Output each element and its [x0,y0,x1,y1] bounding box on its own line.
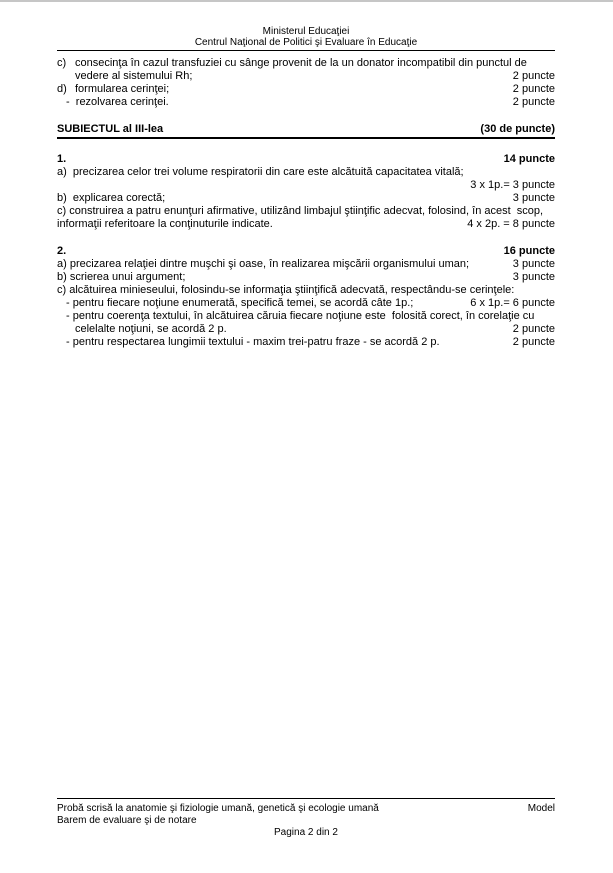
item-d-line [57,83,555,96]
window-top-edge [0,0,613,2]
document-header [57,26,555,51]
footer-doc-type: Barem de evaluare şi de notare [57,815,197,826]
q2-c3-text: - pentru respectarea lungimii textului - maxim trei-patru fraze - se acordă 2 p. [66,336,440,348]
q1-item-a-points-row [57,179,555,192]
q2-b-text: b) scrierea unui argument; [57,271,186,283]
subject3-title: SUBIECTUL al III-lea [57,123,164,135]
item-d-text: formularea cerinţei; [75,83,170,95]
q2-item-c3 [57,336,555,349]
footer-exam-title: Probă scrisă la anatomie şi fiziologie umană, genetică şi ecologie umană [57,803,379,814]
q2-c2-text1: - pentru coerenţa textului, în alcătuirea căruia fiecare noţiune este folosită corect, în corelaţie cu [66,310,535,322]
q1-points: 14 puncte [503,153,555,165]
q2-number-row [57,245,555,258]
header-ministry: Ministerul Educaţiei [262,26,350,37]
q2-a-text: a) precizarea relaţiei dintre muşchi şi oase, în realizarea mişcării organismului uman; [57,258,470,270]
q2-item-b [57,271,555,284]
q1-item-c-line1 [57,205,555,218]
q2-c1-points: 6 x 1p.= 6 puncte [470,297,555,309]
q1-c-text2: informaţii referitoare la conţinuturile indicate. [57,218,273,230]
item-d-label: d) [57,83,67,95]
q2-points: 16 puncte [503,245,555,257]
q2-c2-points: 2 puncte [512,323,555,335]
footer-doctype-row [57,815,555,827]
document-body [57,57,555,349]
q2-b-points: 3 puncte [512,271,555,283]
footer-model-label: Model [527,803,555,814]
item-c-text: consecinţa în cazul transfuziei cu sânge provenit de la un donator incompatibil din punctul de [75,57,527,69]
q1-a-points: 3 x 1p.= 3 puncte [470,179,555,191]
q2-item-c2-line2 [57,323,555,336]
footer-exam-row [57,803,555,815]
q1-item-a [57,166,555,179]
q1-b-points: 3 puncte [512,192,555,204]
item-c-text2: vedere al sistemului Rh; [75,70,193,82]
q2-item-c2-line1 [57,310,555,323]
q2-c3-points: 2 puncte [512,336,555,348]
document-footer [57,798,555,839]
q2-item-c [57,284,555,297]
subject3-heading [57,123,555,139]
q2-c1-text: - pentru fiecare noţiune enumerată, specifică temei, se acordă câte 1p.; [66,297,414,309]
q1-c-points: 4 x 2p. = 8 puncte [467,218,555,230]
q2-number: 2. [57,245,67,257]
item-dash-text: - rezolvarea cerinţei. [66,96,169,108]
item-c-label: c) [57,57,67,69]
item-d-points: 2 puncte [512,83,555,95]
item-dash-points: 2 puncte [512,96,555,108]
q2-c2-text2: celelalte noţiuni, se acordă 2 p. [75,323,227,335]
q2-c-text: c) alcătuirea minieseului, folosindu-se informaţia ştiinţifică adecvată, respectându-se cerinţele: [57,284,515,296]
q1-number: 1. [57,153,67,165]
q1-number-row [57,153,555,166]
header-center: Centrul Naţional de Politici şi Evaluare în Educaţie [194,37,418,48]
item-c-line1 [57,57,555,70]
q1-item-c-line2 [57,218,555,231]
q2-item-c1 [57,297,555,310]
subject3-total-points: (30 de puncte) [480,123,555,135]
q2-a-points: 3 puncte [512,258,555,270]
q1-c-text1: c) construirea a patru enunţuri afirmative, utilizând limbajul ştiinţific adecvat, folosind, în acest scop, [57,205,544,217]
q1-item-b [57,192,555,205]
q2-item-a [57,258,555,271]
q1-b-text: b) explicarea corectă; [57,192,166,204]
q1-a-text: a) precizarea celor trei volume respiratorii din care este alcătuită capacitatea vitală; [57,166,464,178]
item-c-points: 2 puncte [512,70,555,82]
item-dash-line [57,96,555,109]
footer-page-number: Pagina 2 din 2 [274,827,338,838]
item-c-line2 [57,70,555,83]
